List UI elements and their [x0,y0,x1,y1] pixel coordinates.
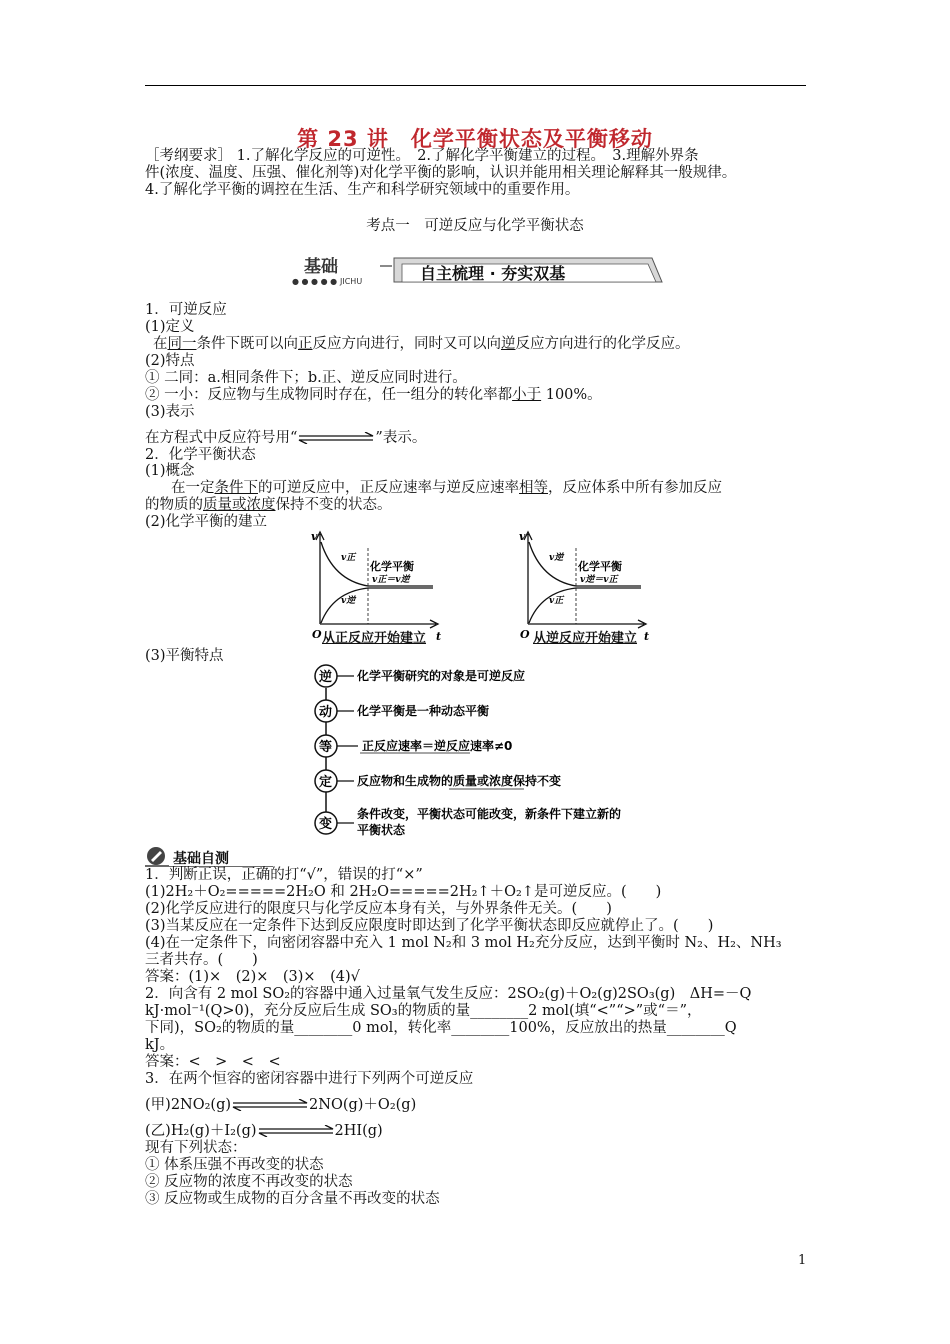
feature-bian [315,806,621,837]
q1-item-4: (4)在一定条件下，向密闭容器中充入 1 mol N₂和 3 mol H₂充分反应，达到平衡时 N₂、H₂、NH₃ [145,935,782,951]
q1-heading: 1．判断正误，正确的打“√”，错误的打“×” [145,867,423,883]
s1-feature-2: ② 一小：反应物与生成物同时存在，任一组分的转化率都小于 100%。 [145,387,602,403]
graph-reverse-eq: 化学平衡 [578,560,622,573]
exam-req-line-3: 4.了解化学平衡的调控在生活、生产和科学研究领域中的重要作用。 [145,182,580,198]
exam-req-line-1: ［考纲要求］ 1.了解化学反应的可逆性。 2.了解化学平衡建立的过程。 3.理解外界条 [145,148,699,164]
q1-item-1: (1)2H₂＋O₂=====2H₂O 和 2H₂O=====2H₂↑＋O₂↑是可逆反应。( ) [145,884,662,900]
jichu-banner [284,252,666,290]
q3-state-3: ③ 反应物或生成物的百分含量不再改变的状态 [145,1191,440,1207]
graph-reverse [516,528,671,646]
q3-reaction-jia: (甲)2NO₂(g) 2NO(g)＋O₂(g) [145,1097,417,1113]
svg-text:平衡状态: 平衡状态 [357,823,406,837]
graph-forward [308,528,463,646]
q1-item-2: (2)化学反应进行的限度只与化学反应本身有关，与外界条件无关。( ) [145,901,612,917]
reversible-arrow-icon [257,1125,335,1137]
graph-forward-eq: 化学平衡 [370,560,414,573]
self-test-title: 基础自测 [173,851,229,867]
s2-establish-heading: (2)化学平衡的建立 [145,514,268,530]
svg-text:条件改变，平衡状态可能改变，新条件下建立新的: 条件改变，平衡状态可能改变，新条件下建立新的 [357,807,622,821]
s1-feat-heading: (2)特点 [145,353,195,369]
page-number: 1 [798,1253,807,1268]
s2-concept-line-1: 在一定条件下的可逆反应中，正反应速率与逆反应速率相等，反应体系中所有参加反应 [171,480,722,496]
header-rule [145,85,806,86]
q1-answer: 答案：(1)× (2)× (3)× (4)√ [145,969,360,985]
graph-reverse-caption: 从逆反应开始建立 [533,631,638,646]
svg-text:变: 变 [319,817,333,832]
svg-text:● ● ● ● ●: ● ● ● ● ● [292,277,338,286]
banner-left-label: 基础 [304,257,338,277]
section-title: 考点一 可逆反应与化学平衡状态 [366,218,584,234]
s1-feature-1: ① 二同：a.相同条件下；b.正、逆反应同时进行。 [145,370,467,386]
graph-forward-v: v [311,530,318,543]
graph-reverse-lower: v正 [549,596,564,606]
banner-pinyin: JICHU [340,277,363,286]
svg-text:化学平衡研究的对象是可逆反应: 化学平衡研究的对象是可逆反应 [357,669,526,683]
graph-forward-upper: v正 [341,553,356,563]
self-test-bar [145,846,275,868]
graph-forward-t: t [436,630,442,643]
feature-ni [315,665,525,687]
banner-right-label: 自主梳理 · 夯实双基 [420,264,566,283]
svg-text:逆: 逆 [319,670,333,685]
graph-forward-o: O [312,628,322,641]
svg-text:正反应速率＝逆反应速率≠0: 正反应速率＝逆反应速率≠0 [362,739,513,753]
q2-line-2: kJ·mol⁻¹(Q>0)，充分反应后生成 SO₃的物质的量________2 mol(填“<”“>”或“＝”， [145,1003,702,1019]
s1-def-heading: (1)定义 [145,319,195,335]
graph-forward-lower: v逆 [341,596,356,606]
graph-reverse-t: t [644,630,650,643]
feature-ding [315,770,561,792]
graph-reverse-v: v [519,530,526,543]
exam-req-line-2: 件(浓度、温度、压强、催化剂等)对化学平衡的影响，认识并能用相关理论解释其一般规律。 [145,165,737,181]
q3-heading: 3．在两个恒容的密闭容器中进行下列两个可逆反应 [145,1071,474,1087]
q3-reaction-yi: (乙)H₂(g)＋I₂(g) 2HI(g) [145,1123,383,1139]
s2-feat-heading: (3)平衡特点 [145,648,224,664]
s1-representation: 在方程式中反应符号用“ ”表示。 [145,430,427,446]
svg-text:反应物和生成物的质量或浓度保持不变: 反应物和生成物的质量或浓度保持不变 [357,774,562,788]
q1-item-4-cont: 三者共存。( ) [145,952,258,968]
s1-heading: 1．可逆反应 [145,302,227,318]
svg-text:基础 [304,257,338,277]
q2-answer: 答案：< > < < [145,1054,281,1070]
graph-forward-caption: 从正反应开始建立 [322,631,427,646]
graph-reverse-o: O [520,628,530,641]
q3-state-1: ① 体系压强不再改变的状态 [145,1157,324,1173]
q2-line-1: 2．向含有 2 mol SO₂的容器中通入过量氧气发生反应：2SO₂(g)＋O₂(g)2SO₃(g) ΔH=－Q [145,986,752,1002]
s1-rep-heading: (3)表示 [145,404,195,420]
s2-concept-heading: (1)概念 [145,463,195,479]
svg-text:化学平衡是一种动态平衡: 化学平衡是一种动态平衡 [357,704,490,718]
reversible-arrow-icon [231,1099,309,1111]
svg-text:动: 动 [319,705,333,720]
graph-forward-eq2: v正＝v逆 [372,575,410,585]
graph-reverse-eq2: v逆＝v正 [580,575,618,585]
equilibrium-features-diagram [300,660,660,850]
feature-deng [315,735,512,757]
s1-definition: 在同一条件下既可以向正反应方向进行，同时又可以向逆反应方向进行的化学反应。 [153,336,690,352]
feature-dong [315,700,489,722]
q2-line-4: kJ。 [145,1037,175,1053]
s2-heading: 2．化学平衡状态 [145,447,256,463]
q3-state-2: ② 反应物的浓度不再改变的状态 [145,1174,353,1190]
svg-text:等: 等 [319,740,333,755]
q1-item-3: (3)当某反应在一定条件下达到反应限度时即达到了化学平衡状态即反应就停止了。( ) [145,918,714,934]
s2-concept-line-2: 的物质的质量或浓度保持不变的状态。 [145,497,392,513]
q2-line-3: 下同)，SO₂的物质的量________0 mol，转化率________100%，反应放出的热量________Q [145,1020,737,1036]
graph-reverse-upper: v逆 [549,553,564,563]
q3-states-heading: 现有下列状态： [145,1140,247,1156]
lecture-title: 第 23 讲 化学平衡状态及平衡移动 [297,127,653,151]
svg-text:定: 定 [319,775,333,790]
reversible-arrow-icon [297,432,375,444]
